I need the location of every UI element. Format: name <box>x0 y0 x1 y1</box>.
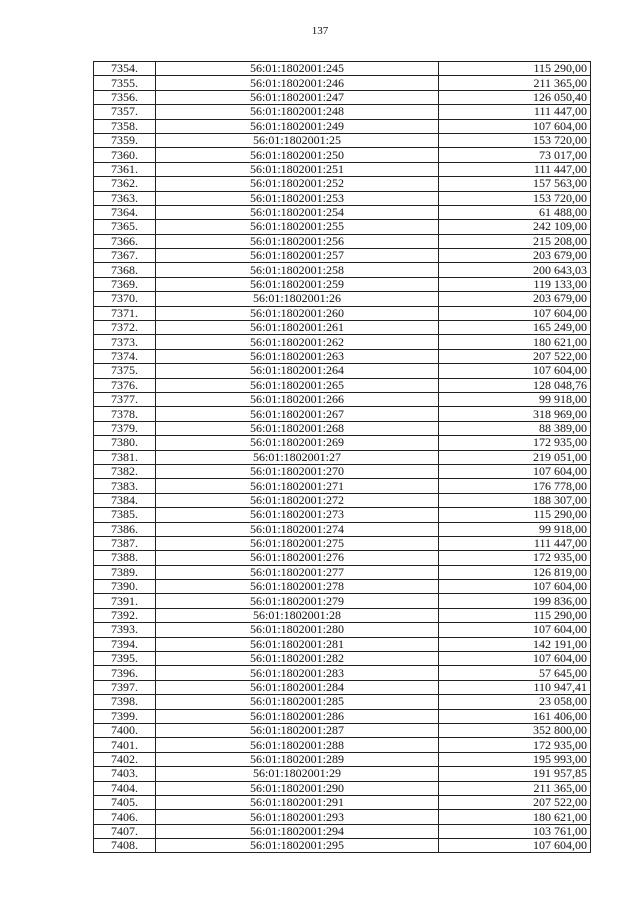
table-row <box>94 349 591 363</box>
cadastral-number-cell: 56:01:1802001:248 <box>156 105 439 119</box>
row-number-cell: 7399. <box>94 709 156 723</box>
value-cell: 191 957,85 <box>439 767 591 781</box>
row-number-cell: 7355. <box>94 76 156 90</box>
value-cell: 99 918,00 <box>439 522 591 536</box>
table-row <box>94 680 591 694</box>
table-row <box>94 436 591 450</box>
table-row <box>94 421 591 435</box>
row-number-cell: 7364. <box>94 205 156 219</box>
cadastral-number-cell: 56:01:1802001:28 <box>156 608 439 622</box>
cadastral-number-cell: 56:01:1802001:270 <box>156 464 439 478</box>
row-number-cell: 7405. <box>94 795 156 809</box>
row-number-cell: 7359. <box>94 133 156 147</box>
table-row <box>94 162 591 176</box>
value-cell: 99 918,00 <box>439 392 591 406</box>
value-cell: 107 604,00 <box>439 464 591 478</box>
cadastral-number-cell: 56:01:1802001:294 <box>156 824 439 838</box>
row-number-cell: 7365. <box>94 220 156 234</box>
row-number-cell: 7386. <box>94 522 156 536</box>
value-cell: 211 365,00 <box>439 781 591 795</box>
row-number-cell: 7388. <box>94 551 156 565</box>
table-row <box>94 767 591 781</box>
table-row <box>94 407 591 421</box>
cadastral-number-cell: 56:01:1802001:261 <box>156 321 439 335</box>
table-row <box>94 551 591 565</box>
cadastral-number-cell: 56:01:1802001:257 <box>156 249 439 263</box>
cadastral-number-cell: 56:01:1802001:285 <box>156 695 439 709</box>
row-number-cell: 7398. <box>94 695 156 709</box>
table-row <box>94 508 591 522</box>
cadastral-number-cell: 56:01:1802001:291 <box>156 795 439 809</box>
value-cell: 172 935,00 <box>439 436 591 450</box>
table-row <box>94 90 591 104</box>
value-cell: 115 290,00 <box>439 508 591 522</box>
table-row <box>94 536 591 550</box>
cadastral-number-cell: 56:01:1802001:274 <box>156 522 439 536</box>
cadastral-number-cell: 56:01:1802001:27 <box>156 450 439 464</box>
value-cell: 61 488,00 <box>439 205 591 219</box>
value-cell: 142 191,00 <box>439 637 591 651</box>
cadastral-number-cell: 56:01:1802001:295 <box>156 839 439 853</box>
row-number-cell: 7358. <box>94 119 156 133</box>
cadastral-number-cell: 56:01:1802001:250 <box>156 148 439 162</box>
value-cell: 153 720,00 <box>439 191 591 205</box>
cadastral-number-cell: 56:01:1802001:278 <box>156 580 439 594</box>
value-cell: 318 969,00 <box>439 407 591 421</box>
row-number-cell: 7379. <box>94 421 156 435</box>
cadastral-number-cell: 56:01:1802001:259 <box>156 277 439 291</box>
value-cell: 180 621,00 <box>439 810 591 824</box>
row-number-cell: 7404. <box>94 781 156 795</box>
value-cell: 199 836,00 <box>439 594 591 608</box>
row-number-cell: 7402. <box>94 752 156 766</box>
cadastral-number-cell: 56:01:1802001:273 <box>156 508 439 522</box>
value-cell: 207 522,00 <box>439 349 591 363</box>
row-number-cell: 7356. <box>94 90 156 104</box>
table-row <box>94 709 591 723</box>
row-number-cell: 7382. <box>94 464 156 478</box>
value-cell: 128 048,76 <box>439 378 591 392</box>
value-cell: 107 604,00 <box>439 119 591 133</box>
row-number-cell: 7408. <box>94 839 156 853</box>
table-row <box>94 191 591 205</box>
table-row <box>94 623 591 637</box>
table-row <box>94 839 591 853</box>
table-row <box>94 392 591 406</box>
table-row <box>94 119 591 133</box>
cadastral-number-cell: 56:01:1802001:287 <box>156 723 439 737</box>
table-row <box>94 277 591 291</box>
value-cell: 352 800,00 <box>439 723 591 737</box>
row-number-cell: 7397. <box>94 680 156 694</box>
table-row <box>94 105 591 119</box>
row-number-cell: 7394. <box>94 637 156 651</box>
row-number-cell: 7363. <box>94 191 156 205</box>
row-number-cell: 7366. <box>94 234 156 248</box>
cadastral-number-cell: 56:01:1802001:251 <box>156 162 439 176</box>
row-number-cell: 7362. <box>94 177 156 191</box>
cadastral-number-cell: 56:01:1802001:268 <box>156 421 439 435</box>
table-row <box>94 263 591 277</box>
table-row <box>94 292 591 306</box>
table-row <box>94 695 591 709</box>
cadastral-number-cell: 56:01:1802001:263 <box>156 349 439 363</box>
cadastral-number-cell: 56:01:1802001:262 <box>156 335 439 349</box>
cadastral-number-cell: 56:01:1802001:284 <box>156 680 439 694</box>
cadastral-number-cell: 56:01:1802001:254 <box>156 205 439 219</box>
value-cell: 153 720,00 <box>439 133 591 147</box>
table-body <box>94 62 591 853</box>
table-row <box>94 76 591 90</box>
value-cell: 107 604,00 <box>439 364 591 378</box>
cadastral-number-cell: 56:01:1802001:288 <box>156 738 439 752</box>
cadastral-number-cell: 56:01:1802001:283 <box>156 666 439 680</box>
value-cell: 111 447,00 <box>439 162 591 176</box>
row-number-cell: 7371. <box>94 306 156 320</box>
value-cell: 172 935,00 <box>439 551 591 565</box>
cadastral-number-cell: 56:01:1802001:290 <box>156 781 439 795</box>
table-row <box>94 652 591 666</box>
cadastral-number-cell: 56:01:1802001:271 <box>156 479 439 493</box>
table-row <box>94 493 591 507</box>
table-row <box>94 148 591 162</box>
cadastral-number-cell: 56:01:1802001:245 <box>156 62 439 76</box>
row-number-cell: 7375. <box>94 364 156 378</box>
row-number-cell: 7393. <box>94 623 156 637</box>
cadastral-number-cell: 56:01:1802001:260 <box>156 306 439 320</box>
cadastral-number-cell: 56:01:1802001:26 <box>156 292 439 306</box>
table-row <box>94 62 591 76</box>
cadastral-number-cell: 56:01:1802001:286 <box>156 709 439 723</box>
table-row <box>94 479 591 493</box>
row-number-cell: 7380. <box>94 436 156 450</box>
table-row <box>94 608 591 622</box>
value-cell: 110 947,41 <box>439 680 591 694</box>
value-cell: 119 133,00 <box>439 277 591 291</box>
table-row <box>94 824 591 838</box>
cadastral-number-cell: 56:01:1802001:25 <box>156 133 439 147</box>
row-number-cell: 7377. <box>94 392 156 406</box>
value-cell: 115 290,00 <box>439 62 591 76</box>
table-row <box>94 464 591 478</box>
value-cell: 57 645,00 <box>439 666 591 680</box>
table-row <box>94 723 591 737</box>
cadastral-number-cell: 56:01:1802001:249 <box>156 119 439 133</box>
row-number-cell: 7384. <box>94 493 156 507</box>
value-cell: 107 604,00 <box>439 623 591 637</box>
cadastral-number-cell: 56:01:1802001:267 <box>156 407 439 421</box>
row-number-cell: 7369. <box>94 277 156 291</box>
cadastral-number-cell: 56:01:1802001:255 <box>156 220 439 234</box>
row-number-cell: 7401. <box>94 738 156 752</box>
value-cell: 188 307,00 <box>439 493 591 507</box>
row-number-cell: 7360. <box>94 148 156 162</box>
value-cell: 215 208,00 <box>439 234 591 248</box>
row-number-cell: 7383. <box>94 479 156 493</box>
cadastral-number-cell: 56:01:1802001:253 <box>156 191 439 205</box>
value-cell: 157 563,00 <box>439 177 591 191</box>
row-number-cell: 7370. <box>94 292 156 306</box>
value-cell: 195 993,00 <box>439 752 591 766</box>
value-cell: 111 447,00 <box>439 536 591 550</box>
row-number-cell: 7357. <box>94 105 156 119</box>
row-number-cell: 7390. <box>94 580 156 594</box>
value-cell: 207 522,00 <box>439 795 591 809</box>
cadastral-number-cell: 56:01:1802001:281 <box>156 637 439 651</box>
cadastral-number-cell: 56:01:1802001:265 <box>156 378 439 392</box>
table-row <box>94 450 591 464</box>
value-cell: 103 761,00 <box>439 824 591 838</box>
cadastral-number-cell: 56:01:1802001:275 <box>156 536 439 550</box>
table-row <box>94 205 591 219</box>
table-row <box>94 364 591 378</box>
row-number-cell: 7374. <box>94 349 156 363</box>
value-cell: 126 819,00 <box>439 565 591 579</box>
value-cell: 107 604,00 <box>439 652 591 666</box>
value-cell: 172 935,00 <box>439 738 591 752</box>
value-cell: 23 058,00 <box>439 695 591 709</box>
table-row <box>94 378 591 392</box>
table-row <box>94 594 591 608</box>
table-row <box>94 810 591 824</box>
value-cell: 107 604,00 <box>439 580 591 594</box>
value-cell: 88 389,00 <box>439 421 591 435</box>
row-number-cell: 7400. <box>94 723 156 737</box>
row-number-cell: 7378. <box>94 407 156 421</box>
cadastral-number-cell: 56:01:1802001:272 <box>156 493 439 507</box>
row-number-cell: 7391. <box>94 594 156 608</box>
table-row <box>94 249 591 263</box>
table-row <box>94 522 591 536</box>
row-number-cell: 7396. <box>94 666 156 680</box>
value-cell: 200 643,03 <box>439 263 591 277</box>
value-cell: 180 621,00 <box>439 335 591 349</box>
row-number-cell: 7361. <box>94 162 156 176</box>
row-number-cell: 7385. <box>94 508 156 522</box>
table-row <box>94 220 591 234</box>
value-cell: 203 679,00 <box>439 292 591 306</box>
table-row <box>94 666 591 680</box>
value-cell: 176 778,00 <box>439 479 591 493</box>
table-row <box>94 580 591 594</box>
value-cell: 115 290,00 <box>439 608 591 622</box>
table-row <box>94 637 591 651</box>
page-number: 137 <box>311 25 329 37</box>
table-row <box>94 781 591 795</box>
cadastral-number-cell: 56:01:1802001:293 <box>156 810 439 824</box>
row-number-cell: 7367. <box>94 249 156 263</box>
table-row <box>94 795 591 809</box>
cadastral-number-cell: 56:01:1802001:29 <box>156 767 439 781</box>
value-cell: 161 406,00 <box>439 709 591 723</box>
table-row <box>94 133 591 147</box>
cadastral-number-cell: 56:01:1802001:277 <box>156 565 439 579</box>
table-row <box>94 738 591 752</box>
table-row <box>94 177 591 191</box>
cadastral-number-cell: 56:01:1802001:282 <box>156 652 439 666</box>
cadastral-number-cell: 56:01:1802001:252 <box>156 177 439 191</box>
value-cell: 111 447,00 <box>439 105 591 119</box>
row-number-cell: 7373. <box>94 335 156 349</box>
value-cell: 203 679,00 <box>439 249 591 263</box>
cadastral-number-cell: 56:01:1802001:269 <box>156 436 439 450</box>
row-number-cell: 7354. <box>94 62 156 76</box>
value-cell: 219 051,00 <box>439 450 591 464</box>
table-row <box>94 321 591 335</box>
cadastral-number-cell: 56:01:1802001:258 <box>156 263 439 277</box>
value-cell: 73 017,00 <box>439 148 591 162</box>
cadastral-number-cell: 56:01:1802001:264 <box>156 364 439 378</box>
table-row <box>94 234 591 248</box>
row-number-cell: 7392. <box>94 608 156 622</box>
row-number-cell: 7387. <box>94 536 156 550</box>
value-cell: 107 604,00 <box>439 839 591 853</box>
value-cell: 242 109,00 <box>439 220 591 234</box>
row-number-cell: 7368. <box>94 263 156 277</box>
row-number-cell: 7403. <box>94 767 156 781</box>
row-number-cell: 7376. <box>94 378 156 392</box>
cadastral-number-cell: 56:01:1802001:289 <box>156 752 439 766</box>
cadastral-value-table <box>93 61 591 853</box>
row-number-cell: 7395. <box>94 652 156 666</box>
cadastral-number-cell: 56:01:1802001:266 <box>156 392 439 406</box>
table-row <box>94 306 591 320</box>
value-cell: 107 604,00 <box>439 306 591 320</box>
row-number-cell: 7406. <box>94 810 156 824</box>
cadastral-number-cell: 56:01:1802001:247 <box>156 90 439 104</box>
cadastral-number-cell: 56:01:1802001:279 <box>156 594 439 608</box>
table-row <box>94 752 591 766</box>
row-number-cell: 7389. <box>94 565 156 579</box>
cadastral-number-cell: 56:01:1802001:280 <box>156 623 439 637</box>
row-number-cell: 7407. <box>94 824 156 838</box>
value-cell: 126 050,40 <box>439 90 591 104</box>
value-cell: 211 365,00 <box>439 76 591 90</box>
table-row <box>94 565 591 579</box>
cadastral-number-cell: 56:01:1802001:246 <box>156 76 439 90</box>
cadastral-number-cell: 56:01:1802001:256 <box>156 234 439 248</box>
cadastral-number-cell: 56:01:1802001:276 <box>156 551 439 565</box>
value-cell: 165 249,00 <box>439 321 591 335</box>
row-number-cell: 7372. <box>94 321 156 335</box>
table-row <box>94 335 591 349</box>
row-number-cell: 7381. <box>94 450 156 464</box>
